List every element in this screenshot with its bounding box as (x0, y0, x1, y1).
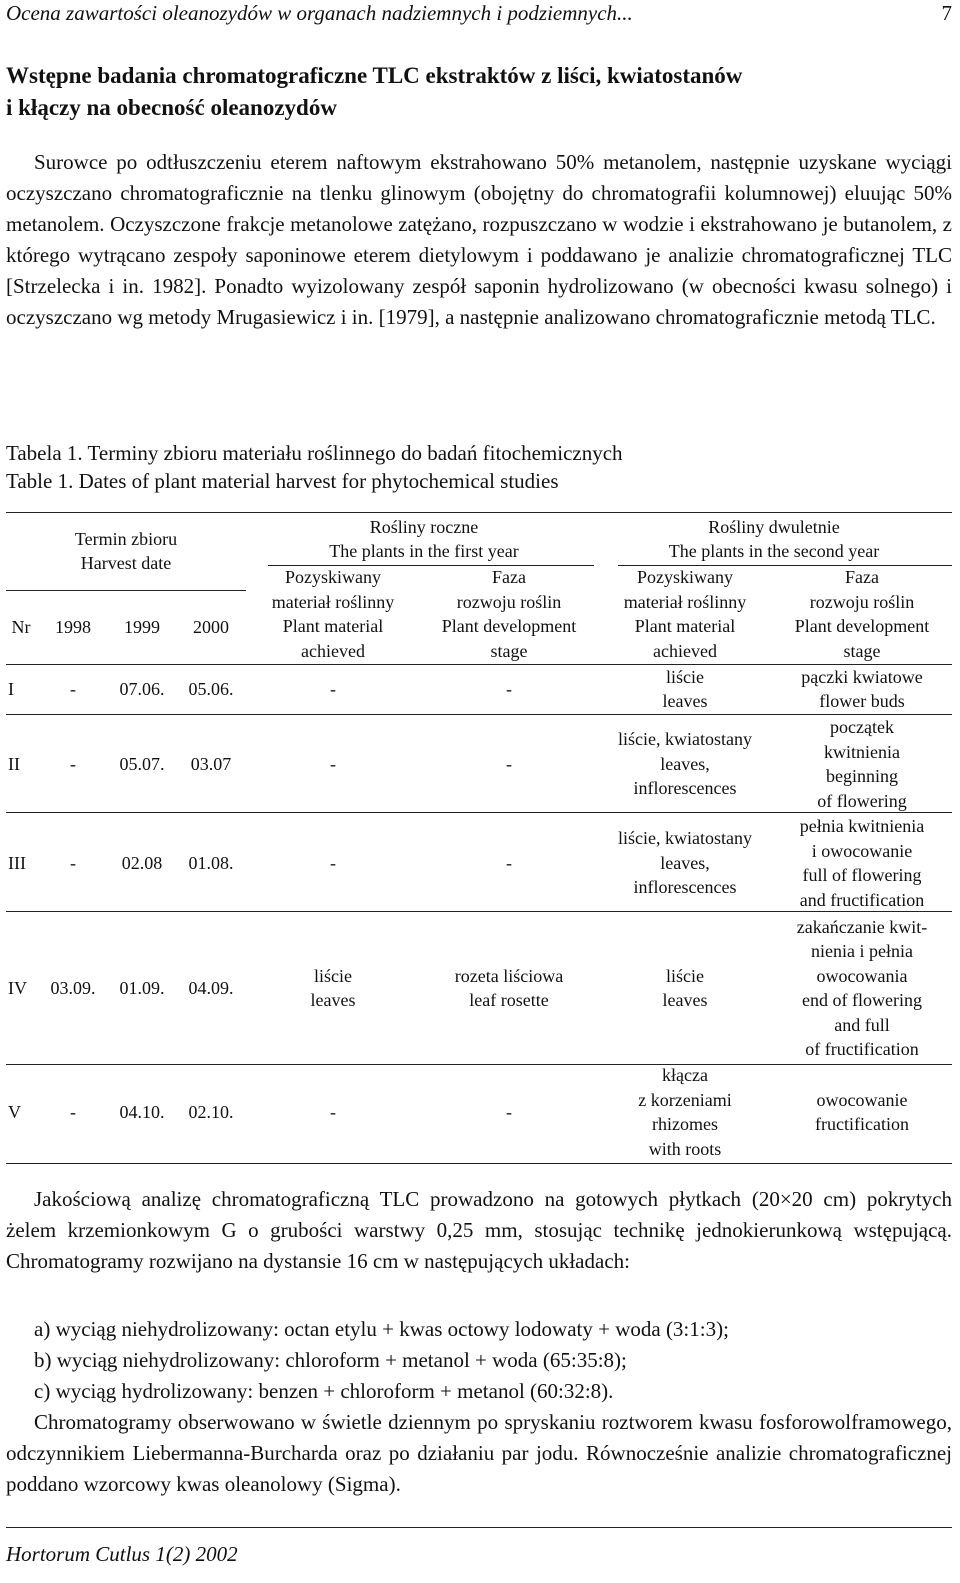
table-row-1-material-second-year-line: liście (666, 666, 704, 687)
table-row-5-2000-line: 02.10. (188, 1101, 234, 1122)
table-row-3-bottom-rule (6, 911, 952, 912)
table-row-4-stage-second-year-line: of fructification (805, 1039, 919, 1059)
table-row-3-2000 (176, 851, 246, 876)
section-title-line-1: Wstępne badania chromatograficzne TLC ekstraktów z liści, kwiatostanów (6, 63, 743, 88)
table-caption-en: Table 1. Dates of plant material harvest for phytochemical studies (6, 469, 559, 493)
table-row-2-stage-second-year-line: kwitnienia (824, 741, 900, 762)
table-row-2-nr-line: II (8, 753, 20, 774)
paragraph-methods-text: Surowce po odtłuszczeniu eterem naftowym ekstrahowano 50% metanolem, następnie uzyskane wyciągi oczyszczano chromatograficznie na tlenku glinowym (obojętny do chromatografii kolumnowej) eluując 50% metanolem. Oczyszczone frakcje metanolowe zatężano, rozpuszczano w wodzie i ekstrahowano je butanolem, z którego wytrącano zespoły saponinowe eterem dietylowym i poddawano je analizie chromatograficznej TLC [Strzelecka i in. 1982]. Ponadto wyizolowany zespół saponin hydrolizowano (w obecności kwasu solnego) i oczyszczano wg metody Mrugasiewicz i in. [1979], a następnie analizowano chromatograficznie metodą TLC. (6, 150, 952, 329)
running-title: Ocena zawartości oleanozydów w organach nadziemnych i podziemnych... (6, 1, 633, 25)
table-row-3-1998-line: - (70, 852, 76, 873)
table-row-4-stage-second-year-line: end of flowering (802, 990, 922, 1010)
table-row-2-2000-line: 03.07 (190, 753, 232, 774)
table-row-3-material-second-year-line: inflorescences (633, 877, 737, 898)
table-row-3-2000-line: 01.08. (188, 852, 234, 873)
table-row-3-stage-second-year-line: full of flowering (802, 865, 922, 885)
table-row-5-material-second-year-line: rhizomes (652, 1114, 718, 1134)
table-row-4-1999-line: 01.09. (119, 977, 165, 998)
column-nr-header (1, 615, 41, 640)
table-row-4-bottom-rule (6, 1064, 952, 1065)
table-row-3-material-second-year-line: leaves, (660, 852, 710, 873)
table-row-2-material-second-year-line: leaves, (660, 753, 710, 774)
table-row-2-material-second-year-line: liście, kwiatostany (618, 729, 752, 750)
stage-header-second-year (772, 565, 952, 663)
material-header-first-year-line: Pozyskiwany (285, 567, 381, 587)
table-row-2-material-second-year (600, 727, 770, 801)
list-item-b: b) wyciąg niehydrolizowany: chloroform + metanol + woda (65:35:8); (34, 1348, 627, 1372)
table-row-1-1998 (38, 677, 108, 702)
table-row-5-stage-second-year-line: owocowanie (816, 1089, 908, 1110)
table-row-3-nr-line: III (8, 852, 26, 873)
table-row-5-stage-first-year-line: - (506, 1101, 512, 1122)
group-second-year-header (624, 515, 924, 564)
harvest-date-header (26, 527, 226, 576)
table-row-3-material-second-year (600, 826, 770, 900)
group-first-year-header (274, 515, 574, 564)
column-nr-header-line: Nr (11, 616, 31, 637)
table-row-3-stage-first-year-line: - (506, 852, 512, 873)
table-row-4-material-second-year-line: leaves (662, 990, 708, 1010)
harvest-subheader-rule (6, 590, 246, 591)
table-row-2-stage-first-year (419, 752, 599, 777)
table-row-1-2000-line: 05.06. (188, 678, 234, 699)
paragraph-detection (6, 1407, 952, 1500)
running-header (6, 0, 952, 26)
table-row-2-material-second-year-line: inflorescences (633, 778, 737, 799)
paragraph-tlc-text: Jakościową analizę chromatograficzną TLC prowadzono na gotowych płytkach (20×20 cm) pokrytych żelem krzemionkowym G o grubości warstwy 0,25 mm, stosując technikę jednokierunkową wstępującą. Chromatogramy rozwijano na dystansie 16 cm w następujących układach: (6, 1187, 952, 1273)
table-row-3-material-first-year (248, 851, 418, 876)
table-row-5-1999-line: 04.10. (119, 1101, 165, 1122)
table-row-1-material-second-year-line: leaves (662, 691, 708, 711)
table-row-1-1998-line: - (70, 678, 76, 699)
table-row-1-material-second-year (600, 665, 770, 714)
table-row-5-1998-line: - (70, 1101, 76, 1122)
stage-header-second-year-line: Faza (845, 567, 879, 587)
table-row-4-stage-second-year-line: zakańczanie kwit- (796, 916, 928, 937)
table-row-5-stage-first-year (419, 1100, 599, 1125)
table-row-4-stage-first-year-line: rozeta liściowa (454, 965, 564, 986)
table-row-4-material-first-year (248, 964, 418, 1013)
table-row-1-stage-second-year-line: flower buds (819, 691, 905, 711)
material-header-second-year-line: achieved (653, 640, 717, 661)
table-row-4-stage-second-year-line: nienia i pełnia (811, 941, 913, 961)
material-header-first-year (248, 565, 418, 663)
table-row-4-stage-first-year-line: leaf rosette (469, 990, 549, 1010)
table-row-2-2000 (176, 752, 246, 777)
table-row-2-stage-second-year-line: of flowering (817, 790, 907, 811)
stage-header-second-year-line: rozwoju roślin (809, 591, 915, 612)
column-2000-header-line: 2000 (193, 616, 229, 637)
table-row-5-material-second-year-line: z korzeniami (638, 1089, 732, 1110)
table-row-2-1998 (38, 752, 108, 777)
group-first-year-header-line: Rośliny roczne (369, 516, 479, 537)
paragraph-methods (6, 147, 952, 333)
column-1998-header-line: 1998 (55, 616, 91, 637)
table-row-2-stage-second-year (772, 715, 952, 813)
table-row-2-material-first-year-line: - (330, 753, 336, 774)
table-row-2-stage-first-year-line: - (506, 753, 512, 774)
table-row-4-stage-second-year-line: owocowania (816, 965, 908, 986)
stage-header-second-year-line: Plant development (794, 616, 930, 636)
table-row-1-2000 (176, 677, 246, 702)
group-second-year-header-line: Rośliny dwuletnie (708, 516, 840, 537)
table-row-3-stage-first-year (419, 851, 599, 876)
table-row-1-stage-first-year-line: - (506, 678, 512, 699)
table-row-5-material-second-year-line: with roots (648, 1138, 722, 1159)
table-row-2-material-first-year (248, 752, 418, 777)
table-row-1-stage-second-year-line: pączki kwiatowe (801, 666, 923, 687)
table-row-5-nr-line: V (8, 1101, 21, 1122)
table-row-3-stage-second-year-line: and fructification (799, 889, 925, 910)
table-row-3-material-first-year-line: - (330, 852, 336, 873)
table-row-3-1999-line: 02.08 (121, 852, 163, 873)
table-row-4-stage-first-year (419, 964, 599, 1013)
stage-header-second-year-line: stage (843, 640, 881, 661)
footer-rule (6, 1527, 952, 1528)
table-row-1-1999 (107, 677, 177, 702)
table-row-4-nr-line: IV (8, 977, 27, 998)
material-header-first-year-line: materiał roślinny (271, 591, 395, 612)
table-row-1-material-first-year (248, 677, 418, 702)
column-1999-header (112, 615, 172, 640)
table-row-2-1998-line: - (70, 753, 76, 774)
table-row-3-stage-second-year-line: pełnia kwitnienia (799, 816, 925, 836)
table-row-4-2000-line: 04.09. (188, 977, 234, 998)
group-second-year-header-line: The plants in the second year (668, 541, 880, 561)
table-row-4-stage-second-year-line: and full (834, 1014, 890, 1035)
stage-header-first-year-line: stage (490, 640, 528, 661)
table-row-3-1998 (38, 851, 108, 876)
paragraph-detection-text: Chromatogramy obserwowano w świetle dziennym po spryskaniu roztworem kwasu fosforowolframowego, odczynnikiem Liebermanna-Burcharda oraz po działaniu par jodu. Równocześnie analizie chromatograficznej poddano wzorcowy kwas oleanolowy (Sigma). (6, 1410, 952, 1496)
table-top-rule (6, 512, 952, 513)
table-row-3-stage-second-year (772, 814, 952, 912)
table-row-1-nr-line: I (8, 678, 14, 699)
table-row-3-stage-second-year-line: i owocowanie (811, 840, 913, 861)
table-row-3-material-second-year-line: liście, kwiatostany (618, 828, 752, 849)
page-number: 7 (941, 1, 952, 25)
table-row-4-material-first-year-line: liście (314, 965, 352, 986)
material-header-second-year (600, 565, 770, 663)
table-row-5-material-first-year-line: - (330, 1101, 336, 1122)
harvest-date-header-line: Termin zbioru (74, 528, 178, 549)
table-row-5-2000 (176, 1100, 246, 1125)
table-row-4-material-first-year-line: leaves (310, 990, 356, 1010)
table-row-4-stage-second-year (772, 915, 952, 1062)
table-row-5-1999 (107, 1100, 177, 1125)
footer-journal: Hortorum Cutlus 1(2) 2002 (6, 1542, 238, 1566)
table-row-1-1999-line: 07.06. (119, 678, 165, 699)
list-item-c: c) wyciąg hydrolizowany: benzen + chloroform + metanol (60:32:8). (34, 1379, 614, 1403)
table-row-4-material-second-year (600, 964, 770, 1013)
table-row-1-stage-second-year (772, 665, 952, 714)
section-title-line-2: i kłączy na obecność oleanozydów (6, 95, 337, 120)
material-header-first-year-line: achieved (301, 640, 365, 661)
material-header-second-year-line: materiał roślinny (623, 591, 747, 612)
stage-header-first-year-line: rozwoju roślin (456, 591, 562, 612)
section-title (6, 60, 952, 124)
table-row-4-material-second-year-line: liście (666, 965, 704, 986)
column-2000-header (181, 615, 241, 640)
table-row-5-material-first-year (248, 1100, 418, 1125)
table-row-2-stage-second-year-line: początek (830, 717, 894, 737)
table-row-4-1998 (38, 976, 108, 1001)
stage-header-first-year-line: Faza (492, 567, 526, 587)
group-first-year-header-line: The plants in the first year (329, 541, 519, 561)
table-row-5-bottom-rule (6, 1163, 952, 1164)
harvest-date-header-line: Harvest date (80, 553, 172, 573)
table-row-5-stage-second-year-line: fructification (815, 1114, 909, 1134)
table-row-4-1998-line: 03.09. (50, 977, 96, 998)
table-row-1-stage-first-year (419, 677, 599, 702)
table-row-3-1999 (107, 851, 177, 876)
paragraph-tlc (6, 1184, 952, 1277)
stage-header-first-year-line: Plant development (441, 616, 577, 636)
column-1999-header-line: 1999 (124, 616, 160, 637)
list-item-a: a) wyciąg niehydrolizowany: octan etylu + kwas octowy lodowaty + woda (3:1:3); (34, 1317, 729, 1341)
table-row-2-bottom-rule (6, 812, 952, 813)
table-caption-pl: Tabela 1. Terminy zbioru materiału roślinnego do badań fitochemicznych (6, 441, 623, 465)
table-row-2-1999 (107, 752, 177, 777)
table-row-2-stage-second-year-line: beginning (826, 766, 898, 786)
table-row-5-1998 (38, 1100, 108, 1125)
table-row-1-material-first-year-line: - (330, 678, 336, 699)
table-row-5-material-second-year (600, 1063, 770, 1161)
column-1998-header (43, 615, 103, 640)
material-header-first-year-line: Plant material (282, 616, 384, 636)
material-header-second-year-line: Pozyskiwany (637, 567, 733, 587)
material-header-second-year-line: Plant material (634, 616, 736, 636)
table-row-4-2000 (176, 976, 246, 1001)
table-row-5-material-second-year-line: kłącza (662, 1065, 708, 1085)
table-row-4-1999 (107, 976, 177, 1001)
table-row-2-1999-line: 05.07. (119, 753, 165, 774)
stage-header-first-year (419, 565, 599, 663)
table-row-5-stage-second-year (772, 1088, 952, 1137)
